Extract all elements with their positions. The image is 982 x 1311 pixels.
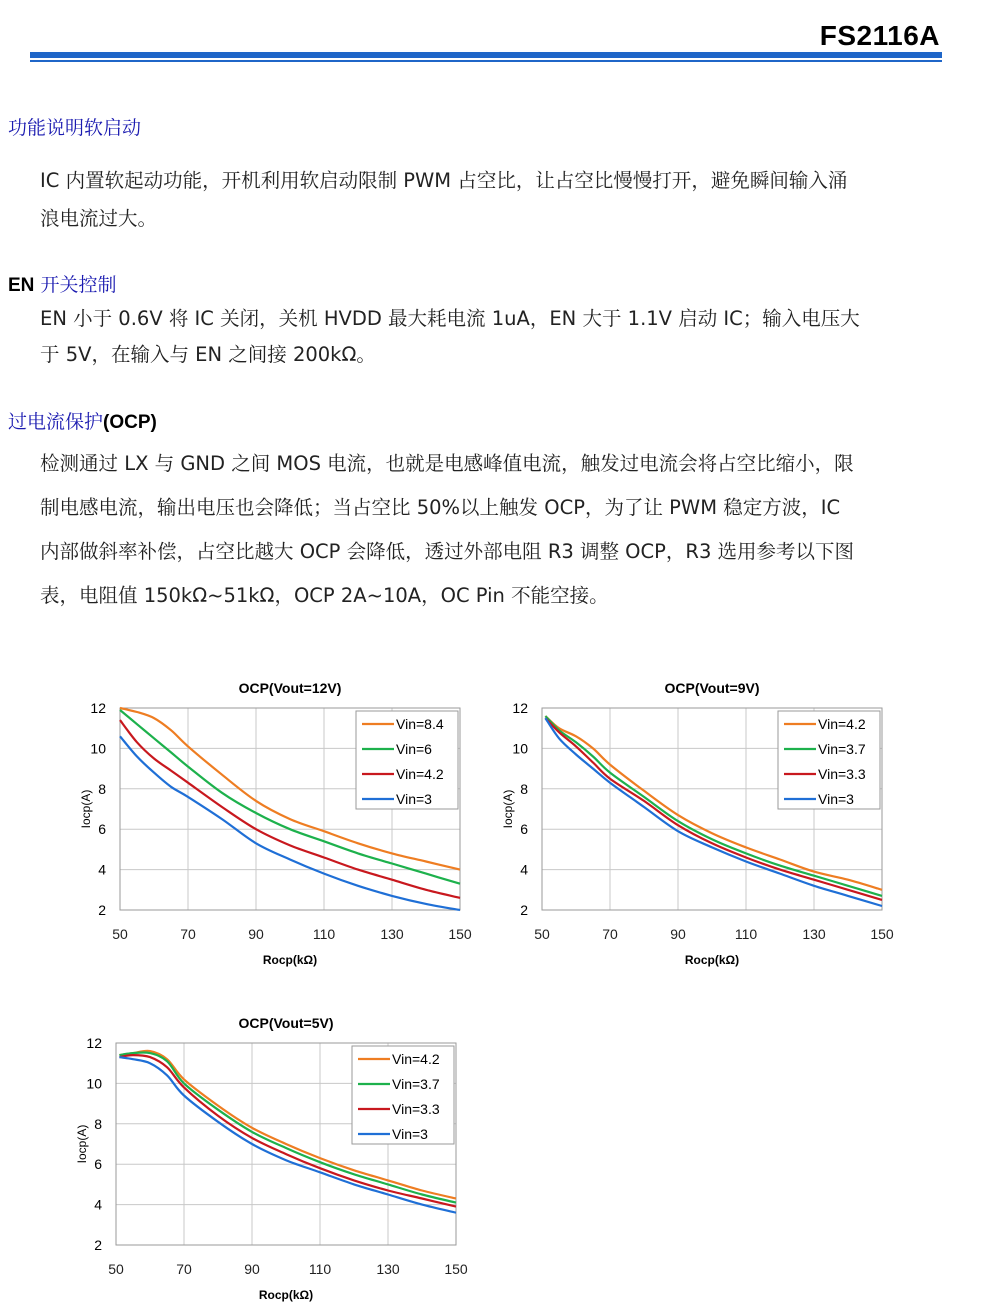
header-rule-thick xyxy=(30,52,942,58)
legend-label: Vin=3 xyxy=(396,791,432,807)
y-tick-label: 8 xyxy=(520,780,528,797)
y-tick-label: 2 xyxy=(520,902,528,918)
x-tick-label: 110 xyxy=(734,926,758,942)
en-paragraph xyxy=(40,301,975,373)
ocp-line: 表，电阻值 150kΩ~51kΩ，OCP 2A~10A，OC Pin 不能空接。 xyxy=(40,584,609,607)
x-tick-label: 150 xyxy=(444,1261,468,1277)
y-tick-label: 12 xyxy=(86,1035,102,1051)
ocp-heading-bold: (OCP) xyxy=(103,412,157,433)
en-heading-bold: EN xyxy=(8,275,35,296)
x-tick-label: 130 xyxy=(802,926,826,942)
y-tick-label: 4 xyxy=(94,1196,102,1213)
ocp-line: 制电感电流，输出电压也会降低；当占空比 50%以上触发 OCP，为了让 PWM 稳定方波，IC xyxy=(40,496,841,519)
x-tick-label: 130 xyxy=(376,1261,400,1277)
x-tick-label: 50 xyxy=(112,926,128,942)
y-axis-label: Iocp(A) xyxy=(75,1124,89,1164)
x-axis-label: Rocp(kΩ) xyxy=(262,953,318,967)
x-tick-label: 150 xyxy=(870,926,894,942)
legend-label: Vin=3.7 xyxy=(392,1076,440,1092)
ocp-chart-vout-5v xyxy=(66,1007,476,1311)
x-tick-label: 90 xyxy=(244,1261,260,1277)
x-tick-label: 50 xyxy=(108,1261,124,1277)
y-axis-label: Iocp(A) xyxy=(501,789,515,829)
soft-start-line: 浪电流过大。 xyxy=(40,207,158,230)
legend-label: Vin=3 xyxy=(392,1126,428,1142)
y-tick-label: 10 xyxy=(512,740,528,757)
x-tick-label: 110 xyxy=(308,1261,332,1277)
en-line: EN 小于 0.6V 将 IC 关闭，关机 HVDD 最大耗电流 1uA，EN 大于 1.1V 启动 IC；输入电压大 xyxy=(40,307,860,330)
y-tick-label: 8 xyxy=(94,1115,102,1132)
legend-label: Vin=3.7 xyxy=(818,741,866,757)
y-tick-label: 2 xyxy=(94,1237,102,1253)
ocp-line: 内部做斜率补偿，占空比越大 OCP 会降低，透过外部电阻 R3 调整 OCP，R3 选用参考以下图 xyxy=(40,540,855,563)
legend-label: Vin=3.3 xyxy=(392,1101,440,1117)
chart-title: OCP(Vout=9V) xyxy=(664,680,760,696)
x-tick-label: 90 xyxy=(248,926,264,942)
x-axis-label: Rocp(kΩ) xyxy=(258,1288,314,1302)
legend-label: Vin=6 xyxy=(396,741,432,757)
x-tick-label: 130 xyxy=(380,926,404,942)
legend-label: Vin=3 xyxy=(818,791,854,807)
y-tick-label: 6 xyxy=(520,821,528,838)
chart-title: OCP(Vout=5V) xyxy=(238,1015,334,1031)
x-tick-label: 50 xyxy=(534,926,550,942)
y-tick-label: 12 xyxy=(90,700,106,716)
y-tick-label: 12 xyxy=(512,700,528,716)
ocp-chart-vout-12v xyxy=(70,672,480,976)
chart-svg xyxy=(70,672,480,972)
chart-title: OCP(Vout=12V) xyxy=(238,680,342,696)
chart-svg xyxy=(492,672,902,972)
y-axis-label: Iocp(A) xyxy=(79,789,93,829)
y-tick-label: 2 xyxy=(98,902,106,918)
x-tick-label: 70 xyxy=(180,926,196,942)
y-tick-label: 10 xyxy=(86,1075,102,1092)
x-tick-label: 70 xyxy=(602,926,618,942)
ocp-heading-text: 过电流保护 xyxy=(8,411,104,433)
chart-svg xyxy=(66,1007,476,1307)
soft-start-heading: 功能说明软启动 xyxy=(8,117,142,139)
en-line: 于 5V，在输入与 EN 之间接 200kΩ。 xyxy=(40,343,376,366)
x-tick-label: 70 xyxy=(176,1261,192,1277)
legend-label: Vin=3.3 xyxy=(818,766,866,782)
legend-label: Vin=4.2 xyxy=(392,1051,440,1067)
ocp-paragraph xyxy=(40,442,975,618)
x-tick-label: 150 xyxy=(448,926,472,942)
legend-label: Vin=4.2 xyxy=(818,716,866,732)
y-tick-label: 4 xyxy=(520,861,528,878)
soft-start-paragraph xyxy=(40,162,975,238)
ocp-line: 检测通过 LX 与 GND 之间 MOS 电流，也就是电感峰值电流，触发过电流会将占空比缩小，限 xyxy=(40,452,854,475)
legend-label: Vin=8.4 xyxy=(396,716,444,732)
x-tick-label: 90 xyxy=(670,926,686,942)
x-tick-label: 110 xyxy=(312,926,336,942)
ocp-heading xyxy=(8,407,157,434)
y-tick-label: 6 xyxy=(98,821,106,838)
legend-label: Vin=4.2 xyxy=(396,766,444,782)
y-tick-label: 4 xyxy=(98,861,106,878)
ocp-chart-vout-9v xyxy=(492,672,902,976)
en-heading xyxy=(8,270,116,297)
x-axis-label: Rocp(kΩ) xyxy=(684,953,740,967)
header-rule-thin xyxy=(30,60,942,62)
y-tick-label: 10 xyxy=(90,740,106,757)
y-tick-label: 6 xyxy=(94,1156,102,1173)
en-heading-text: 开关控制 xyxy=(34,274,117,296)
y-tick-label: 8 xyxy=(98,780,106,797)
soft-start-line: IC 内置软起动功能，开机利用软启动限制 PWM 占空比，让占空比慢慢打开，避免瞬间输入涌 xyxy=(40,169,848,192)
part-number-title: FS2116A xyxy=(819,20,940,51)
